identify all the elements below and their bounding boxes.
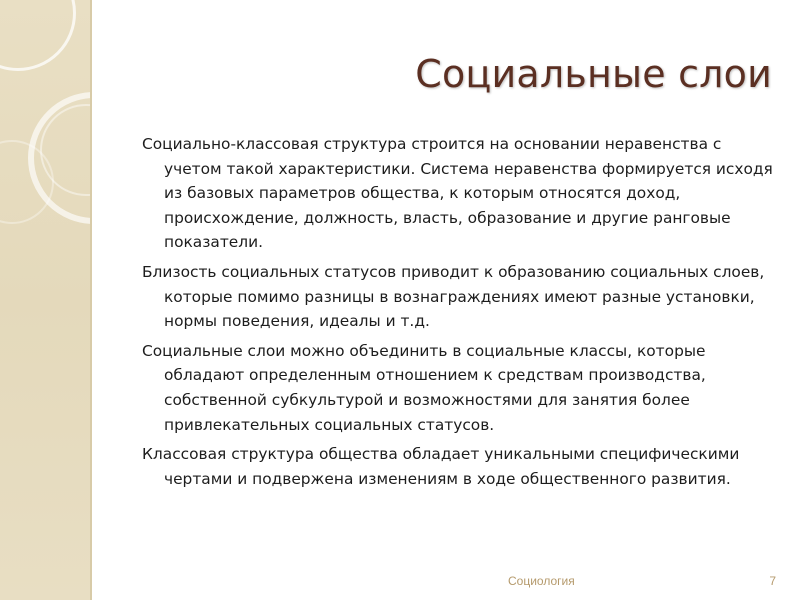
- slide-body: [142, 132, 782, 496]
- body-paragraph: Близость социальных статусов приводит к образованию социальных слоев, которые помимо разницы в вознаграждениях имеют разные установки, нормы поведения, идеалы и т.д.: [142, 262, 765, 331]
- decorative-side-band: [0, 0, 90, 600]
- body-paragraph: Социальные слои можно объединить в социальные классы, которые обладают определенным отношением к средствам производства, собственной субкультурой и возможностями для занятия более привлекательных социальных статусов.: [142, 341, 706, 434]
- body-paragraph: Социально-классовая структура строится на основании неравенства с учетом такой характеристики. Система неравенства формируется исходя из базовых параметров общества, к которым относятся доход, происхождение, должность, власть, образование и другие ранговые показатели.: [142, 135, 773, 252]
- side-band-edge: [90, 0, 92, 600]
- page-number: 7: [769, 574, 776, 588]
- body-paragraph: Классовая структура общества обладает уникальными специфическими чертами и подвержена изменениям в ходе общественного развития.: [142, 445, 740, 488]
- decorative-ring: [0, 0, 76, 71]
- slide-title: Социальные слои: [415, 52, 772, 96]
- footer-subject: Социология: [508, 574, 575, 588]
